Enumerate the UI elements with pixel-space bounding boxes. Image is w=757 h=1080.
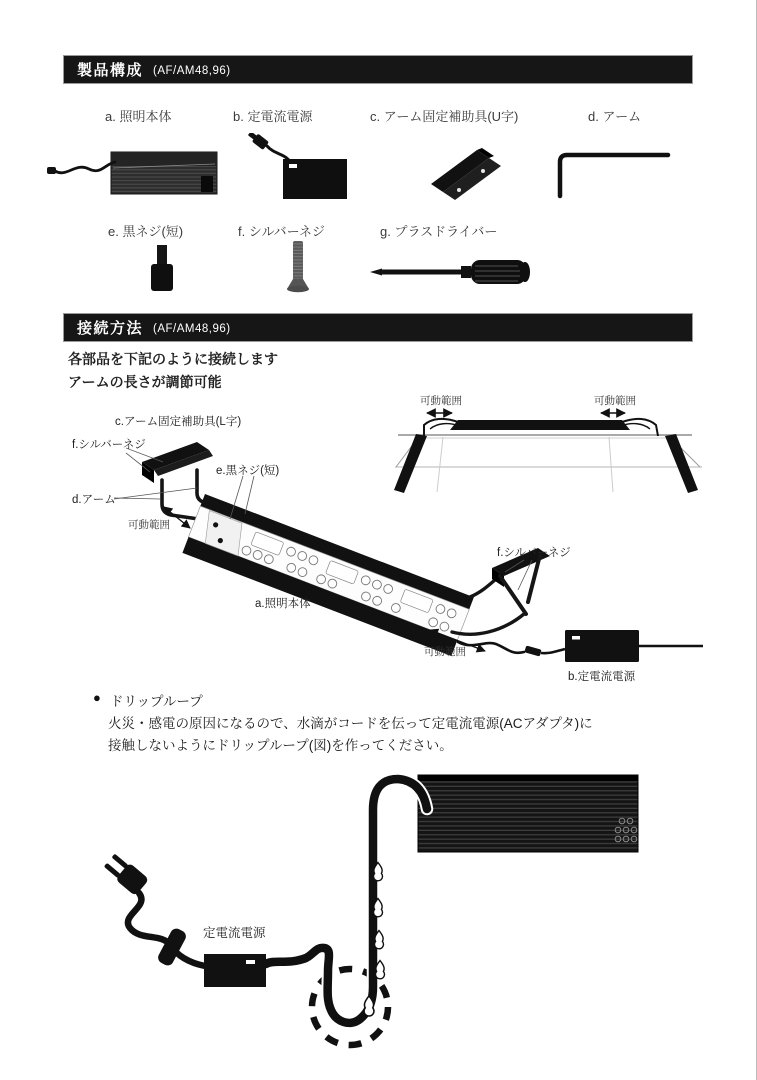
tank-illustration <box>394 413 702 493</box>
main-cable-casing <box>280 779 427 1023</box>
label-power-supply-drip: 定電流電源 <box>203 926 266 940</box>
label-bracket-l: c.アーム固定補助具(L字) <box>115 416 242 428</box>
part-label-power-adapter: b. 定電流電源 <box>233 109 313 124</box>
power-plug <box>102 852 149 896</box>
arm-rod-icon <box>550 146 675 201</box>
connection-description-line2: アームの長さが調節可能 <box>68 374 222 390</box>
section-title: 接続方法 <box>77 320 144 337</box>
label-silver-screw-right: f.シルバーネジ <box>497 547 571 559</box>
label-light-body: a.照明本体 <box>255 598 311 610</box>
section-header-components <box>63 55 693 84</box>
power-adapter-icon <box>245 133 350 201</box>
light-unit-icon <box>45 138 220 202</box>
left-bracket <box>142 442 213 483</box>
u-bracket-icon <box>415 140 505 202</box>
black-screw-icon <box>147 240 177 295</box>
label-silver-screw-left: f.シルバーネジ <box>72 439 146 451</box>
label-movable-range-bottom: 可動範囲 <box>424 646 466 658</box>
section-header-connection <box>63 313 693 342</box>
light-fixture-bar <box>182 494 473 656</box>
part-label-arm: d. アーム <box>588 109 642 124</box>
connection-diagram <box>0 392 757 692</box>
part-label-black-screw: e. 黒ネジ(短) <box>108 224 184 239</box>
connection-description-line1: 各部品を下記のように接続します <box>68 351 278 367</box>
label-movable-range-arm: 可動範囲 <box>128 519 170 531</box>
silver-screw-icon <box>284 238 312 296</box>
label-arm: d.アーム <box>72 494 116 506</box>
part-label-light-unit: a. 照明本体 <box>105 109 172 124</box>
part-label-screwdriver: g. プラスドライバー <box>380 224 498 239</box>
drip-loop-title: ドリップループ <box>110 694 203 709</box>
part-label-u-bracket: c. アーム固定補助具(U字) <box>370 109 519 124</box>
label-power-supply-b: b.定電流電源 <box>568 671 636 683</box>
part-label-silver-screw: f. シルバーネジ <box>238 224 325 239</box>
adapter-cable <box>458 630 703 662</box>
label-movable-range-tank-left: 可動範囲 <box>420 395 462 407</box>
section-title: 製品構成 <box>77 62 144 79</box>
section-models: (AF/AM48,96) <box>153 64 231 77</box>
main-cable <box>266 779 427 1023</box>
drip-loop-diagram <box>0 765 757 1080</box>
fixture-illustration <box>418 775 638 852</box>
drip-loop-body-line2: 接触しないようにドリップループ(図)を作ってください。 <box>108 738 453 753</box>
power-supply-box <box>204 954 266 987</box>
drip-loop-body-line1: 火災・感電の原因になるので、水滴がコードを伝って定電流電源(ACアダプタ)に <box>108 716 593 731</box>
section-models: (AF/AM48,96) <box>153 322 231 335</box>
label-black-screw: e.黒ネジ(短) <box>216 465 280 477</box>
drip-loop-drawing <box>0 765 757 1080</box>
phillips-screwdriver-icon <box>368 252 533 292</box>
right-bracket <box>452 548 550 634</box>
drip-loop-bullet: ● <box>93 690 101 705</box>
label-movable-range-tank-right: 可動範囲 <box>594 395 636 407</box>
